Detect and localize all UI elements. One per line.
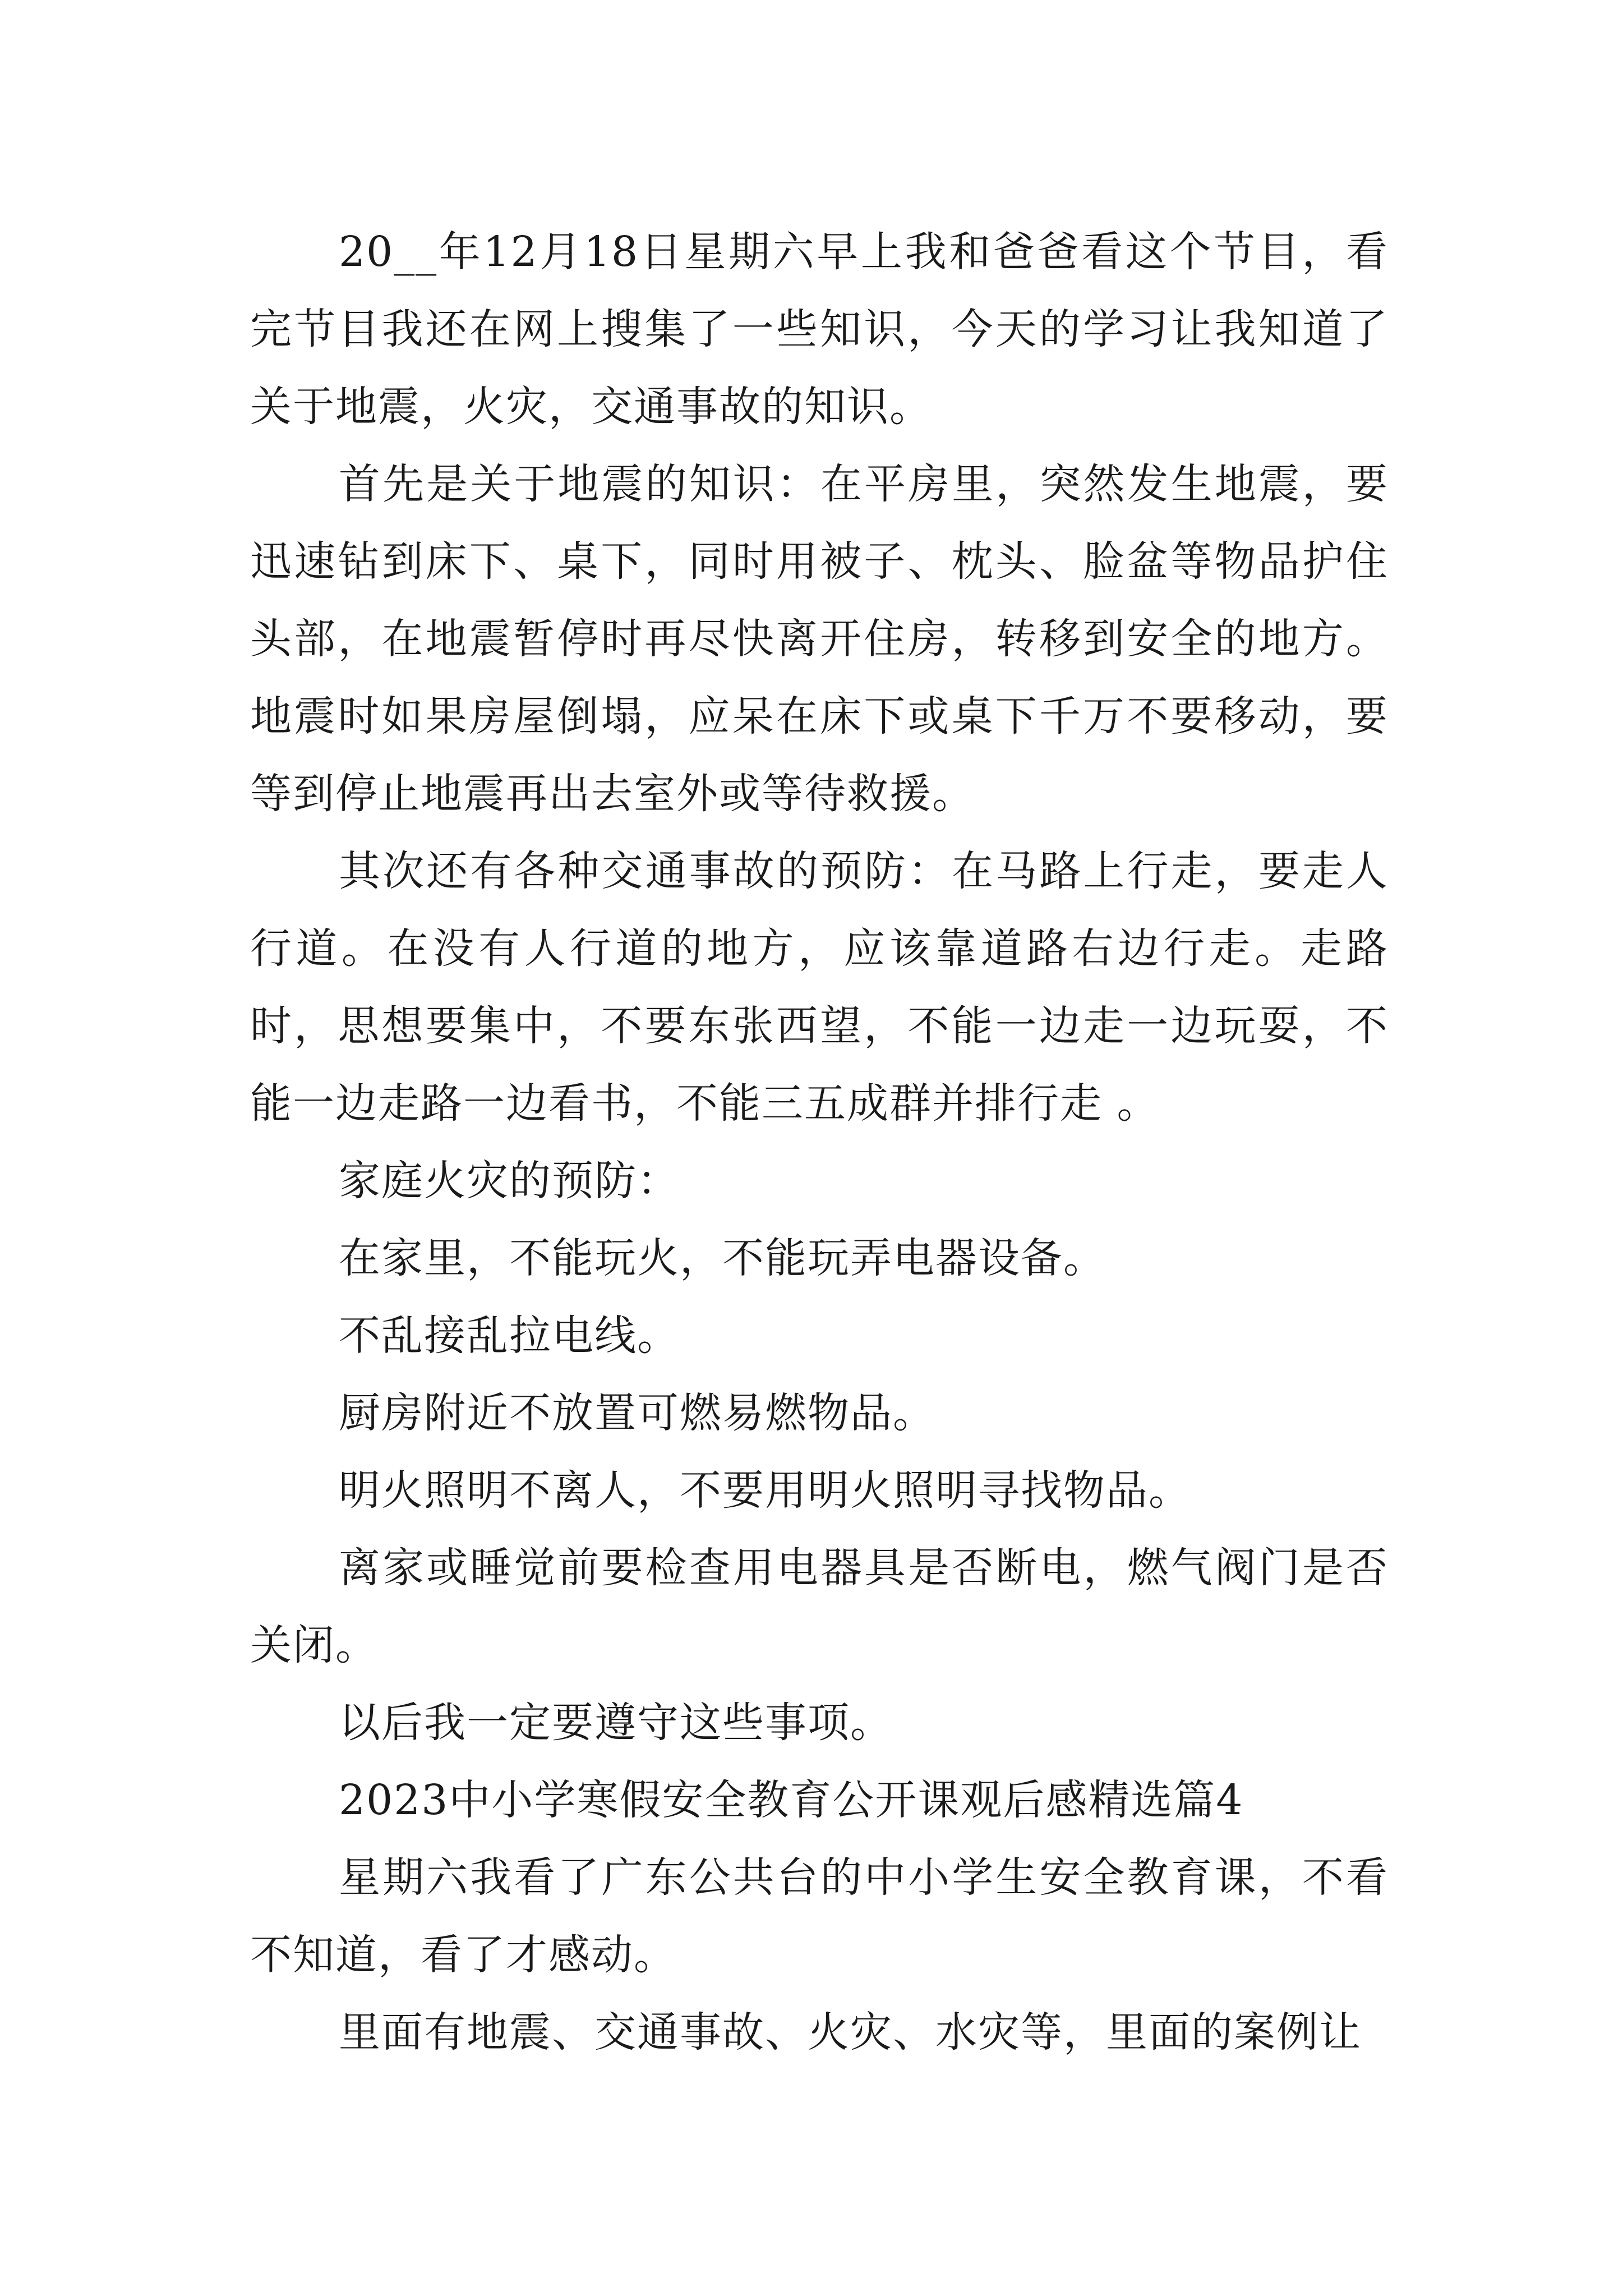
- paragraph-earthquake: 首先是关于地震的知识：在平房里，突然发生地震，要迅速钻到床下、桌下，同时用被子、枕头、脸盆等物品护住头部，在地震暂停时再尽快离开住房，转移到安全的地方。地震时如果房屋倒塌，应呆在床下或桌下千万不要移动，要等到停止地震再出去室外或等待救援。: [250, 460, 1389, 818]
- document-body: [250, 213, 1389, 2071]
- paragraph-fire-tip-3: 厨房附近不放置可燃易燃物品。: [339, 1389, 935, 1437]
- paragraph-date-intro: 20__年12月18日星期六早上我和爸爸看这个节目，看完节目我还在网上搜集了一些知识，今天的学习让我知道了关于地震，火灾，交通事故的知识。: [250, 228, 1389, 431]
- paragraph-conclusion: 以后我一定要遵守这些事项。: [339, 1699, 893, 1747]
- paragraph-fire-tip-1: 在家里，不能玩火，不能玩弄电器设备。: [339, 1234, 1106, 1282]
- paragraph-fire-tip-4: 明火照明不离人，不要用明火照明寻找物品。: [339, 1466, 1191, 1515]
- paragraph-fire-heading: 家庭火灾的预防：: [339, 1157, 680, 1205]
- paragraph-fire-tip-2: 不乱接乱拉电线。: [339, 1312, 680, 1360]
- paragraph-fire-tip-5: 离家或睡觉前要检查用电器具是否断电，燃气阀门是否关闭。: [250, 1544, 1389, 1669]
- paragraph-section4-intro: 星期六我看了广东公共台的中小学生安全教育课，不看不知道，看了才感动。: [250, 1853, 1389, 1979]
- paragraph-section4-content: 里面有地震、交通事故、火灾、水灾等，里面的案例让: [339, 2008, 1362, 2056]
- section-title: 2023中小学寒假安全教育公开课观后感精选篇4: [339, 1776, 1244, 1824]
- paragraph-traffic: 其次还有各种交通事故的预防：在马路上行走，要走人行道。在没有人行道的地方，应该靠道路右边行走。走路时，思想要集中，不要东张西望，不能一边走一边玩耍，不能一边走路一边看书，不能三五成群并排行走 。: [250, 847, 1389, 1128]
